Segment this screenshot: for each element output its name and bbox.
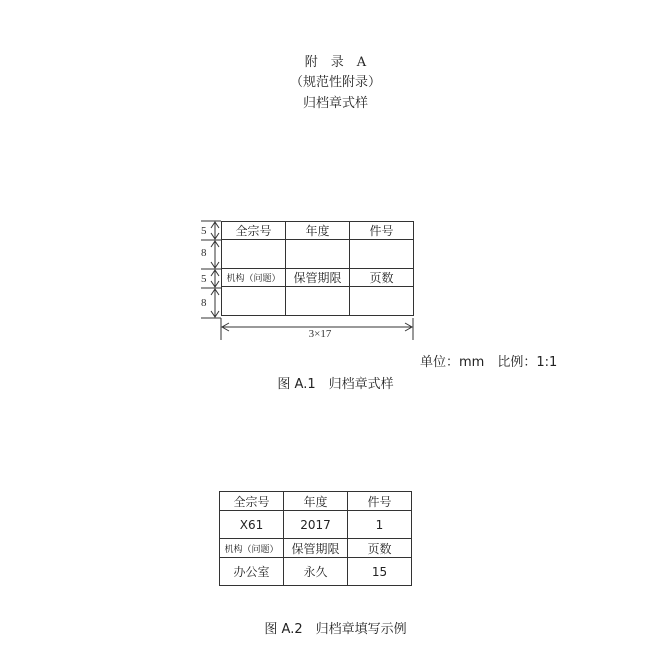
appendix-type: （规范性附录）	[289, 75, 381, 90]
dim-row2: 8	[201, 247, 207, 259]
cell-page-count-label: 页数	[348, 539, 412, 558]
cell-year-label: 年度	[284, 492, 348, 511]
cell-item-number-value	[350, 240, 414, 269]
figure-a2-caption: 图 A.2 归档章填写示例	[264, 622, 407, 637]
figure-a1-caption: 图 A.1 归档章式样	[277, 377, 394, 392]
cell-fonds-number-label: 全宗号	[222, 222, 286, 240]
cell-organization-value: 办公室	[220, 558, 284, 586]
cell-fonds-number-value	[222, 240, 286, 269]
stamp-example-table	[219, 491, 412, 586]
cell-year-value: 2017	[284, 511, 348, 539]
cell-page-count-value	[350, 287, 414, 316]
cell-retention-period-label: 保管期限	[284, 539, 348, 558]
cell-retention-period-value	[286, 287, 350, 316]
dim-width: 3×17	[308, 328, 332, 340]
cell-item-number-label: 件号	[348, 492, 412, 511]
dim-row1: 5	[201, 225, 207, 237]
appendix-title: 附 录 A	[304, 55, 367, 70]
unit-scale-note: 单位：mm 比例：1:1	[420, 355, 558, 370]
cell-page-count-value: 15	[348, 558, 412, 586]
cell-year-value	[286, 240, 350, 269]
cell-fonds-number-label: 全宗号	[220, 492, 284, 511]
cell-item-number-value: 1	[348, 511, 412, 539]
appendix-subtitle: 归档章式样	[302, 96, 368, 111]
cell-year-label: 年度	[286, 222, 350, 240]
dim-row3: 5	[201, 273, 207, 285]
dim-row4: 8	[201, 297, 207, 309]
cell-item-number-label: 件号	[350, 222, 414, 240]
cell-organization-value	[222, 287, 286, 316]
stamp-template-table	[221, 221, 414, 316]
cell-organization-label: 机构（问题）	[222, 269, 286, 287]
cell-retention-period-value: 永久	[284, 558, 348, 586]
cell-page-count-label: 页数	[350, 269, 414, 287]
cell-retention-period-label: 保管期限	[286, 269, 350, 287]
cell-fonds-number-value: X61	[220, 511, 284, 539]
cell-organization-label: 机构（问题）	[220, 539, 284, 558]
